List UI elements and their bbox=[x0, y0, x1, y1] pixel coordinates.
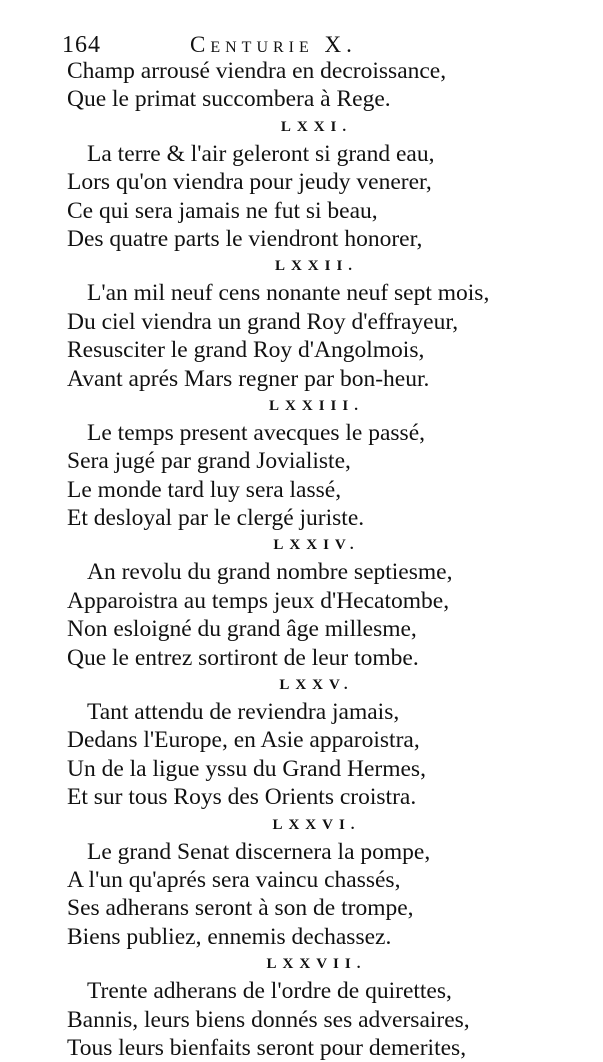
quatrain-number: LXXIII. bbox=[269, 397, 364, 414]
verse-line: Tant attendu de reviendra jamais, bbox=[87, 699, 400, 726]
running-title: Centurie X. bbox=[190, 32, 357, 57]
quatrain-number: LXXVI. bbox=[272, 816, 361, 833]
quatrain-number: LXXII. bbox=[274, 258, 359, 275]
verse-line: Tous leurs bienfaits seront pour demerites, bbox=[67, 1034, 467, 1061]
verse-line: Sera jugé par grand Jovialiste, bbox=[67, 448, 351, 475]
verse-line: Et desloyal par le clergé juriste. bbox=[67, 505, 365, 532]
verse-line: Des quatre parts le viendront honorer, bbox=[67, 225, 423, 252]
verse-line: Le grand Senat discernera la pompe, bbox=[87, 838, 431, 865]
verse-line: A l'un qu'aprés sera vaincu chassés, bbox=[67, 866, 401, 893]
verse-line: Resusciter le grand Roy d'Angolmois, bbox=[67, 337, 425, 364]
quatrain-number: LXXVII. bbox=[266, 956, 367, 973]
verse-line: Et sur tous Roys des Orients croistra. bbox=[67, 784, 417, 811]
verse-line: L'an mil neuf cens nonante neuf sept mois, bbox=[87, 280, 490, 307]
verse-line: Non esloigné du grand âge millesme, bbox=[67, 616, 417, 643]
running-head bbox=[62, 30, 582, 60]
verse-line: An revolu du grand nombre septiesme, bbox=[87, 559, 453, 586]
verse-line: Biens publiez, ennemis dechassez. bbox=[67, 923, 392, 950]
verse-line: Le temps present avecques le passé, bbox=[87, 419, 426, 446]
verse-line: Un de la ligue yssu du Grand Hermes, bbox=[67, 755, 426, 782]
verse-line: Trente adherans de l'ordre de quirettes, bbox=[87, 978, 452, 1005]
verse-line: Du ciel viendra un grand Roy d'effrayeur, bbox=[67, 308, 459, 335]
verse-line: Avant aprés Mars regner par bon-heur. bbox=[67, 365, 430, 392]
verse-line: Lors qu'on viendra pour jeudy venerer, bbox=[67, 169, 432, 196]
verse-line: Que le entrez sortiront de leur tombe. bbox=[67, 644, 419, 671]
verse-line: Que le primat succombera à Rege. bbox=[67, 86, 391, 113]
verse-line: Apparoistra au temps jeux d'Hecatombe, bbox=[67, 587, 450, 614]
verse-line: Ce qui sera jamais ne fut si beau, bbox=[67, 197, 378, 224]
verse-line: Ses adherans seront à son de trompe, bbox=[67, 895, 414, 922]
quatrain-number: LXXI. bbox=[280, 118, 353, 135]
verse-line: Le monde tard luy sera lassé, bbox=[67, 476, 342, 503]
quatrain-number: LXXIV. bbox=[273, 537, 360, 554]
page-number: 164 bbox=[62, 32, 101, 58]
verse-line: La terre & l'air geleront si grand eau, bbox=[87, 140, 435, 167]
verse-line: Champ arrousé viendra en decroissance, bbox=[67, 58, 447, 84]
verse-line: Bannis, leurs biens donnés ses adversaires, bbox=[67, 1006, 470, 1033]
quatrain-number: LXXV. bbox=[279, 677, 354, 694]
verse-line: Dedans l'Europe, en Asie apparoistra, bbox=[67, 727, 420, 754]
quatrain-text bbox=[0, 57, 603, 1062]
